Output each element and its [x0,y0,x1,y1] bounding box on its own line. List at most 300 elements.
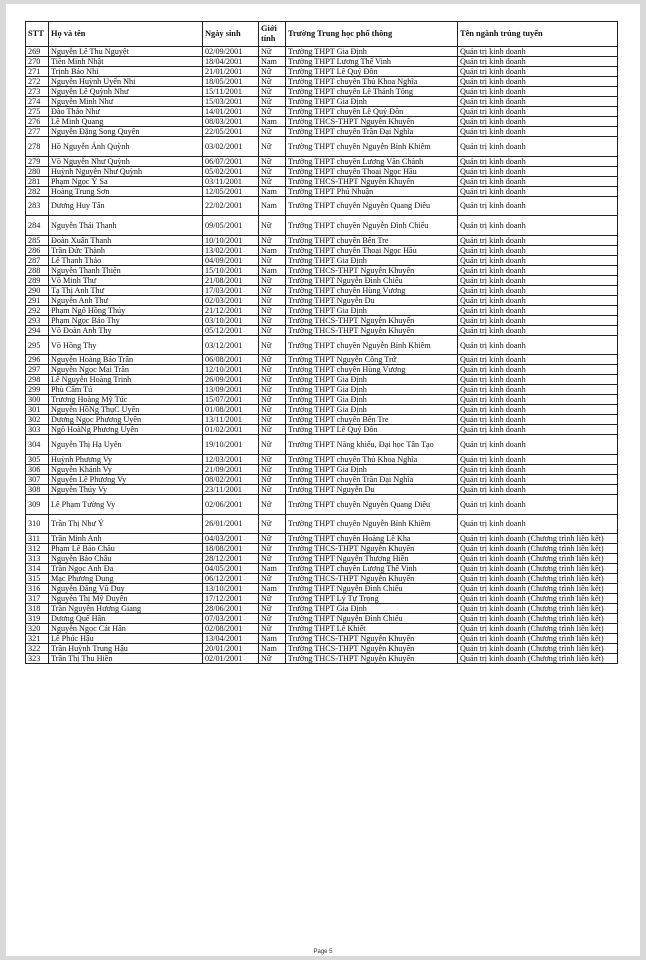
cell-school: Trường THPT Lê Quý Đôn [286,425,458,435]
table-row [26,624,618,634]
cell-major: Quản trị kinh doanh [458,275,618,285]
cell-gender: Nữ [259,107,286,117]
cell-major: Quản trị kinh doanh [458,186,618,196]
cell-school: Trường THPT chuyên Lương Văn Chánh [286,156,458,166]
cell-major: Quản trị kinh doanh [458,245,618,255]
cell-dob: 13/09/2001 [203,385,259,395]
cell-gender: Nữ [259,654,286,664]
document-page [6,4,640,956]
table-row [26,255,618,265]
table-row [26,474,618,484]
cell-name: Huỳnh Phương Vy [49,454,203,464]
cell-school: Trường THPT Lê Khiết [286,624,458,634]
cell-stt: 287 [26,255,49,265]
cell-gender: Nữ [259,375,286,385]
cell-major: Quản trị kinh doanh [458,216,618,236]
cell-stt: 274 [26,97,49,107]
cell-major: Quản trị kinh doanh [458,87,618,97]
cell-dob: 07/03/2001 [203,614,259,624]
cell-name: Nguyễn Thị Hạ Uyên [49,435,203,455]
cell-stt: 309 [26,494,49,514]
cell-major: Quản trị kinh doanh [458,57,618,67]
cell-major: Quản trị kinh doanh [458,435,618,455]
cell-name: Phạm Ngọc Bảo Thy [49,315,203,325]
cell-major: Quản trị kinh doanh [458,425,618,435]
cell-dob: 17/03/2001 [203,285,259,295]
cell-stt: 322 [26,644,49,654]
cell-school: Trường THPT chuyên Thủ Khoa Nghĩa [286,454,458,464]
cell-gender: Nam [259,186,286,196]
cell-stt: 297 [26,365,49,375]
cell-name: Lê Phúc Hậu [49,634,203,644]
cell-stt: 286 [26,245,49,255]
cell-stt: 290 [26,285,49,295]
cell-stt: 301 [26,405,49,415]
cell-major: Quản trị kinh doanh [458,365,618,375]
cell-stt: 271 [26,67,49,77]
cell-name: Nguyễn Thanh Thiện [49,265,203,275]
cell-dob: 08/03/2001 [203,117,259,127]
cell-stt: 313 [26,554,49,564]
cell-dob: 03/12/2001 [203,335,259,355]
cell-major: Quản trị kinh doanh [458,325,618,335]
cell-school: Trường THPT Gia Định [286,385,458,395]
table-row [26,375,618,385]
table-row [26,604,618,614]
cell-name: Lê Minh Quang [49,117,203,127]
cell-major: Quản trị kinh doanh (Chương trình liên kết) [458,554,618,564]
cell-name: Phù Cẩm Tú [49,385,203,395]
table-row [26,315,618,325]
cell-stt: 275 [26,107,49,117]
cell-stt: 277 [26,127,49,137]
cell-major: Quản trị kinh doanh [458,285,618,295]
cell-major: Quản trị kinh doanh [458,375,618,385]
cell-name: Trịnh Bảo Nhi [49,67,203,77]
header-dob: Ngày sinh [203,22,259,47]
cell-name: Trần Thị Như Ý [49,514,203,534]
cell-stt: 284 [26,216,49,236]
cell-stt: 281 [26,176,49,186]
cell-school: Trường THPT chuyên Thủ Khoa Nghĩa [286,77,458,87]
cell-gender: Nữ [259,305,286,315]
cell-name: Lê Thanh Thảo [49,255,203,265]
cell-major: Quản trị kinh doanh (Chương trình liên kết) [458,654,618,664]
cell-gender: Nữ [259,425,286,435]
cell-stt: 276 [26,117,49,127]
cell-name: Nguyễn Đăng Vũ Duy [49,584,203,594]
cell-school: Trường THPT Nguyễn Đình Chiểu [286,614,458,624]
cell-stt: 295 [26,335,49,355]
cell-major: Quản trị kinh doanh [458,265,618,275]
cell-school: Trường THPT Gia Định [286,305,458,315]
cell-dob: 19/10/2001 [203,435,259,455]
cell-name: Võ Hồng Thy [49,335,203,355]
cell-name: Nguyễn Huỳnh Uyển Nhi [49,77,203,87]
cell-name: Trần Huỳnh Trung Hậu [49,644,203,654]
cell-major: Quản trị kinh doanh (Chương trình liên kết) [458,574,618,584]
cell-gender: Nam [259,265,286,275]
cell-major: Quản trị kinh doanh (Chương trình liên kết) [458,634,618,644]
cell-name: Lê Nguyễn Hoàng Trinh [49,375,203,385]
cell-dob: 22/05/2001 [203,127,259,137]
cell-gender: Nữ [259,77,286,87]
cell-school: Trường THPT Nguyễn Du [286,295,458,305]
cell-dob: 06/12/2001 [203,574,259,584]
table-row [26,425,618,435]
cell-major: Quản trị kinh doanh [458,196,618,216]
cell-gender: Nữ [259,166,286,176]
header-stt: STT [26,22,49,47]
cell-dob: 13/11/2001 [203,415,259,425]
cell-gender: Nữ [259,624,286,634]
cell-school: Trường THPT chuyên Hùng Vương [286,285,458,295]
cell-school: Trường THCS-THPT Nguyễn Khuyến [286,325,458,335]
table-row [26,196,618,216]
table-row [26,395,618,405]
table-row [26,534,618,544]
cell-major: Quản trị kinh doanh [458,335,618,355]
cell-dob: 28/06/2001 [203,604,259,614]
table-row [26,564,618,574]
header-school: Trường Trung học phổ thông [286,22,458,47]
table-row [26,117,618,127]
cell-gender: Nữ [259,87,286,97]
cell-school: Trường THCS-THPT Nguyễn Khuyến [286,644,458,654]
cell-school: Trường THPT Gia Định [286,405,458,415]
table-row [26,484,618,494]
cell-gender: Nữ [259,325,286,335]
cell-name: Hồ Nguyễn Ánh Quỳnh [49,137,203,157]
cell-stt: 300 [26,395,49,405]
cell-name: Trương Hoàng Mỹ Túc [49,395,203,405]
cell-stt: 288 [26,265,49,275]
cell-dob: 03/02/2001 [203,137,259,157]
table-row [26,405,618,415]
cell-school: Trường THCS-THPT Nguyễn Khuyến [286,176,458,186]
cell-major: Quản trị kinh doanh (Chương trình liên kết) [458,594,618,604]
cell-dob: 01/08/2001 [203,405,259,415]
cell-name: Nguyễn Bảo Châu [49,554,203,564]
table-row [26,235,618,245]
cell-major: Quản trị kinh doanh [458,295,618,305]
cell-stt: 270 [26,57,49,67]
cell-school: Trường THPT Gia Định [286,604,458,614]
cell-major: Quản trị kinh doanh [458,235,618,245]
cell-stt: 273 [26,87,49,97]
cell-major: Quản trị kinh doanh [458,77,618,87]
table-row [26,574,618,584]
cell-dob: 18/08/2001 [203,544,259,554]
cell-stt: 299 [26,385,49,395]
table-row [26,365,618,375]
cell-name: Nguyễn Thúy Vy [49,484,203,494]
cell-stt: 307 [26,474,49,484]
cell-gender: Nữ [259,47,286,57]
cell-stt: 314 [26,564,49,574]
cell-dob: 26/01/2001 [203,514,259,534]
cell-gender: Nữ [259,474,286,484]
cell-school: Trường THPT chuyên Nguyễn Bỉnh Khiêm [286,514,458,534]
cell-dob: 12/03/2001 [203,454,259,464]
cell-gender: Nữ [259,614,286,624]
cell-gender: Nữ [259,464,286,474]
cell-dob: 09/05/2001 [203,216,259,236]
cell-name: Phạm Ngô Hồng Thúy [49,305,203,315]
cell-dob: 04/09/2001 [203,255,259,265]
cell-major: Quản trị kinh doanh (Chương trình liên kết) [458,564,618,574]
cell-school: Trường THPT chuyên Bến Tre [286,235,458,245]
header-major: Tên ngành trúng tuyển [458,22,618,47]
cell-stt: 292 [26,305,49,315]
cell-gender: Nữ [259,594,286,604]
cell-major: Quản trị kinh doanh (Chương trình liên kết) [458,644,618,654]
cell-name: Trần Nguyễn Hương Giang [49,604,203,614]
cell-gender: Nam [259,584,286,594]
cell-major: Quản trị kinh doanh (Chương trình liên kết) [458,604,618,614]
table-row [26,137,618,157]
cell-school: Trường THPT Phú Nhuận [286,186,458,196]
cell-major: Quản trị kinh doanh [458,395,618,405]
cell-stt: 308 [26,484,49,494]
cell-school: Trường THCS-THPT Nguyễn Khuyến [286,544,458,554]
cell-stt: 315 [26,574,49,584]
cell-gender: Nữ [259,514,286,534]
cell-gender: Nữ [259,574,286,584]
cell-name: Đoàn Xuân Thanh [49,235,203,245]
cell-major: Quản trị kinh doanh [458,484,618,494]
cell-dob: 06/07/2001 [203,156,259,166]
cell-school: Trường THPT Nguyễn Đình Chiểu [286,584,458,594]
cell-stt: 272 [26,77,49,87]
cell-stt: 293 [26,315,49,325]
cell-stt: 285 [26,235,49,245]
cell-school: Trường THPT Nguyễn Du [286,484,458,494]
cell-name: Võ Minh Thư [49,275,203,285]
cell-stt: 310 [26,514,49,534]
cell-name: Trần Đức Thành [49,245,203,255]
cell-stt: 316 [26,584,49,594]
table-row [26,107,618,117]
cell-name: Tiền Minh Nhật [49,57,203,67]
cell-name: Dương Quế Hân [49,614,203,624]
cell-dob: 21/01/2001 [203,67,259,77]
cell-school: Trường THPT Lương Thế Vinh [286,57,458,67]
cell-school: Trường THPT chuyên Hoàng Lê Kha [286,534,458,544]
table-body [26,47,618,664]
table-row [26,584,618,594]
cell-school: Trường THPT chuyên Hùng Vương [286,365,458,375]
table-row [26,295,618,305]
cell-stt: 318 [26,604,49,614]
cell-major: Quản trị kinh doanh (Chương trình liên kết) [458,624,618,634]
cell-major: Quản trị kinh doanh [458,166,618,176]
cell-school: Trường THCS-THPT Nguyễn Khuyến [286,634,458,644]
cell-dob: 02/03/2001 [203,295,259,305]
cell-dob: 02/01/2001 [203,654,259,664]
table-row [26,87,618,97]
cell-name: Phạm Ngọc Ý Sa [49,176,203,186]
cell-name: Nguyễn Ngọc Mai Trân [49,365,203,375]
table-row [26,494,618,514]
cell-school: Trường THPT Nguyễn Đình Chiểu [286,275,458,285]
cell-name: Trần Minh Anh [49,534,203,544]
cell-stt: 306 [26,464,49,474]
cell-major: Quản trị kinh doanh (Chương trình liên kết) [458,614,618,624]
cell-name: Ngô HoàNg Phương Uyên [49,425,203,435]
cell-school: Trường THPT chuyên Nguyễn Quang Diêu [286,196,458,216]
header-name: Họ và tên [49,22,203,47]
cell-major: Quản trị kinh doanh [458,415,618,425]
cell-stt: 302 [26,415,49,425]
table-row [26,385,618,395]
cell-school: Trường THCS-THPT Nguyễn Khuyến [286,315,458,325]
cell-gender: Nữ [259,484,286,494]
table-row [26,554,618,564]
cell-name: Nguyễn HồNg ThụC Uyên [49,405,203,415]
cell-major: Quản trị kinh doanh [458,494,618,514]
cell-school: Trường THPT Gia Định [286,255,458,265]
cell-name: Nguyễn Minh Như [49,97,203,107]
cell-gender: Nam [259,245,286,255]
cell-name: Võ Nguyễn Như Quỳnh [49,156,203,166]
cell-dob: 05/12/2001 [203,325,259,335]
cell-dob: 21/09/2001 [203,464,259,474]
cell-name: Dương Huy Tân [49,196,203,216]
cell-gender: Nữ [259,435,286,455]
cell-gender: Nữ [259,137,286,157]
table-row [26,544,618,554]
table-row [26,514,618,534]
cell-dob: 21/08/2001 [203,275,259,285]
cell-stt: 294 [26,325,49,335]
cell-major: Quản trị kinh doanh [458,454,618,464]
cell-school: Trường THPT Gia Định [286,97,458,107]
cell-gender: Nam [259,196,286,216]
cell-school: Trường THPT Gia Định [286,395,458,405]
table-row [26,594,618,604]
cell-dob: 04/05/2001 [203,564,259,574]
cell-dob: 02/09/2001 [203,47,259,57]
table-row [26,644,618,654]
cell-major: Quản trị kinh doanh [458,47,618,57]
cell-name: Nguyễn Hoàng Bảo Trân [49,355,203,365]
table-row [26,454,618,464]
table-row [26,77,618,87]
cell-dob: 03/11/2001 [203,176,259,186]
cell-dob: 12/05/2001 [203,186,259,196]
cell-dob: 02/06/2001 [203,494,259,514]
cell-gender: Nữ [259,554,286,564]
cell-name: Phạm Lê Bảo Châu [49,544,203,554]
cell-dob: 06/08/2001 [203,355,259,365]
cell-gender: Nữ [259,67,286,77]
cell-dob: 13/04/2001 [203,634,259,644]
table-row [26,435,618,455]
cell-stt: 304 [26,435,49,455]
cell-name: Nguyễn Lê Quỳnh Như [49,87,203,97]
cell-gender: Nữ [259,405,286,415]
table-row [26,285,618,295]
cell-major: Quản trị kinh doanh [458,355,618,365]
cell-major: Quản trị kinh doanh [458,117,618,127]
cell-gender: Nam [259,634,286,644]
cell-gender: Nữ [259,395,286,405]
table-row [26,245,618,255]
cell-gender: Nữ [259,365,286,375]
cell-gender: Nam [259,564,286,574]
cell-school: Trường THPT chuyên Trần Đại Nghĩa [286,127,458,137]
cell-stt: 319 [26,614,49,624]
cell-school: Trường THCS-THPT Nguyễn Khuyến [286,117,458,127]
table-row [26,216,618,236]
cell-dob: 20/01/2001 [203,644,259,654]
cell-gender: Nữ [259,544,286,554]
cell-gender: Nữ [259,355,286,365]
cell-stt: 317 [26,594,49,604]
cell-gender: Nữ [259,235,286,245]
cell-dob: 15/03/2001 [203,97,259,107]
cell-name: Võ Đoàn Anh Thy [49,325,203,335]
cell-major: Quản trị kinh doanh [458,107,618,117]
cell-name: Lê Phạm Tường Vy [49,494,203,514]
cell-major: Quản trị kinh doanh [458,305,618,315]
cell-gender: Nữ [259,604,286,614]
cell-stt: 283 [26,196,49,216]
cell-gender: Nữ [259,255,286,265]
cell-gender: Nữ [259,275,286,285]
cell-dob: 22/02/2001 [203,196,259,216]
cell-name: Nguyễn Thái Thanh [49,216,203,236]
cell-gender: Nữ [259,285,286,295]
table-row [26,156,618,166]
cell-major: Quản trị kinh doanh (Chương trình liên kết) [458,534,618,544]
cell-gender: Nữ [259,315,286,325]
cell-stt: 321 [26,634,49,644]
cell-school: Trường THPT chuyên Lê Quý Đôn [286,107,458,117]
cell-dob: 18/04/2001 [203,57,259,67]
page-number: Page 5 [313,949,333,955]
cell-school: Trường THPT chuyên Nguyễn Bỉnh Khiêm [286,137,458,157]
cell-dob: 05/02/2001 [203,166,259,176]
cell-name: Nguyễn Khánh Vy [49,464,203,474]
cell-dob: 10/10/2001 [203,235,259,245]
table-row [26,335,618,355]
cell-stt: 291 [26,295,49,305]
cell-dob: 23/11/2001 [203,484,259,494]
cell-name: Nguyễn Lê Phương Vy [49,474,203,484]
cell-dob: 12/10/2001 [203,365,259,375]
cell-stt: 279 [26,156,49,166]
cell-gender: Nam [259,117,286,127]
cell-major: Quản trị kinh doanh [458,137,618,157]
cell-gender: Nam [259,644,286,654]
cell-major: Quản trị kinh doanh [458,385,618,395]
cell-dob: 18/05/2001 [203,77,259,87]
cell-major: Quản trị kinh doanh [458,474,618,484]
cell-stt: 282 [26,186,49,196]
cell-school: Trường THPT Nguyễn Công Trứ [286,355,458,365]
cell-name: Huỳnh Nguyễn Như Quỳnh [49,166,203,176]
cell-gender: Nữ [259,534,286,544]
table-row [26,464,618,474]
cell-school: Trường THPT chuyên Trần Đại Nghĩa [286,474,458,484]
cell-school: Trường THPT Lê Quý Đôn [286,67,458,77]
cell-stt: 311 [26,534,49,544]
cell-stt: 298 [26,375,49,385]
cell-school: Trường THPT chuyên Thoại Ngọc Hầu [286,166,458,176]
cell-name: Nguyễn Đặng Song Quyên [49,127,203,137]
